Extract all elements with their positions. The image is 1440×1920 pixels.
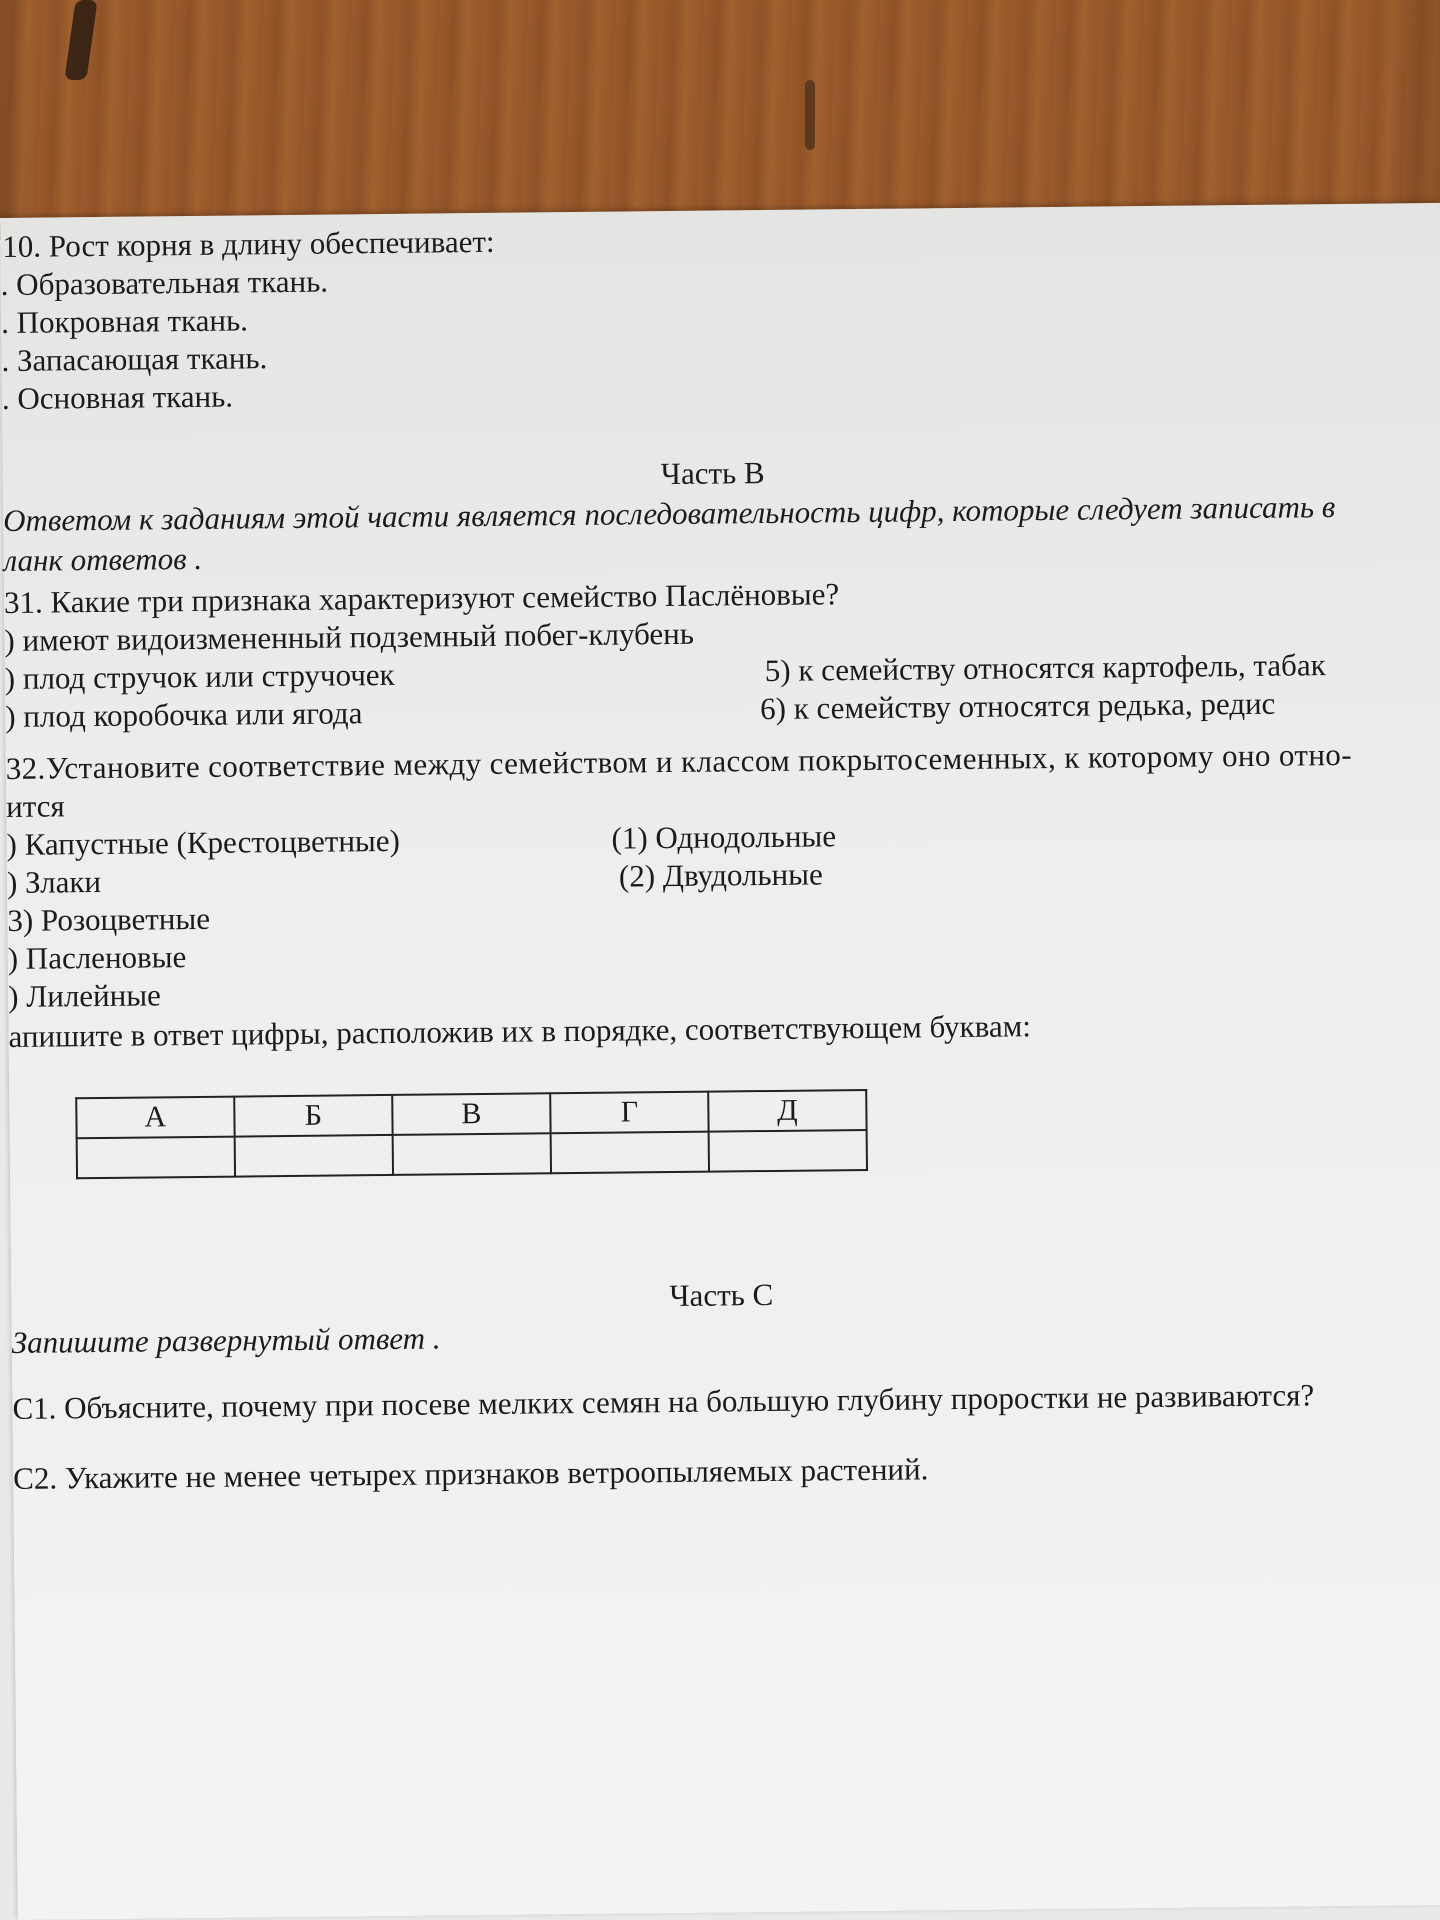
part-c-instruction: Запишите развернутый ответ . — [11, 1320, 441, 1360]
answer-table — [75, 1089, 868, 1179]
b2-stem-1: 32.Установите соответствие между семейством и классом покрытосеменных, к которому оно отно- — [5, 736, 1353, 786]
q10-stem: 10. Рост корня в длину обеспечивает: — [2, 223, 495, 264]
b2-family-a: ) Капустные (Крестоцветные) — [6, 822, 401, 862]
q10-option-1: . Образовательная ткань. — [0, 263, 329, 302]
wood-crack — [64, 0, 97, 80]
b2-family-g: ) Пасленовые — [7, 939, 187, 976]
b2-family-d: ) Лилейные — [7, 977, 162, 1014]
answer-header-g: Г — [550, 1092, 708, 1134]
b2-class-2: (2) Двудольные — [618, 856, 823, 894]
answer-header-d: Д — [708, 1090, 866, 1132]
worksheet-page — [0, 203, 1440, 1920]
answer-header-a: А — [76, 1097, 234, 1139]
b1-option-5: 5) к семейству относятся картофель, табак — [764, 647, 1326, 689]
b2-family-b: ) Злаки — [6, 863, 102, 900]
part-b-instruction-1: Ответом к заданиям этой части является последовательность цифр, которые следует записать в — [2, 489, 1336, 538]
q10-option-2: . Покровная ткань. — [0, 302, 249, 340]
q10-option-4: . Основная ткань. — [1, 378, 234, 416]
b2-class-1: (1) Однодольные — [611, 818, 837, 856]
part-b-instruction-2: ланк ответов . — [3, 540, 203, 578]
answer-cell-a[interactable] — [77, 1137, 235, 1179]
b1-option-6: 6) к семейству относятся редька, редис — [759, 685, 1276, 727]
answer-cell-b[interactable] — [235, 1135, 393, 1177]
b2-stem-2: ится — [5, 788, 65, 824]
c2-question: С2. Укажите не менее четырех признаков ветроопыляемых растений. — [13, 1451, 929, 1496]
b1-option-3: ) плод коробочка или ягода — [5, 695, 363, 734]
b1-option-2: ) плод стручок или стручочек — [4, 656, 395, 696]
c1-question: С1. Объясните, почему при посеве мелких семян на большую глубину проростки не развиваются? — [12, 1377, 1315, 1426]
wood-knot — [805, 80, 815, 150]
b1-option-1: ) имеют видоизмененный подземный побег-клубень — [4, 615, 695, 658]
part-c-title: Часть С — [669, 1276, 774, 1314]
answer-header-v: В — [392, 1093, 550, 1135]
part-b-title: Часть В — [660, 455, 765, 492]
q10-option-3: . Запасающая ткань. — [1, 340, 268, 378]
answer-header-b: Б — [234, 1095, 392, 1137]
b1-stem: 31. Какие три признака характеризуют семейство Паслёновые? — [3, 576, 840, 620]
wooden-table-background — [0, 0, 1440, 240]
answer-table-input-row — [77, 1130, 867, 1178]
answer-cell-v[interactable] — [393, 1133, 551, 1175]
answer-cell-d[interactable] — [709, 1130, 867, 1172]
b2-answer-prompt: апишите в ответ цифры, расположив их в порядке, соответствующем буквам: — [8, 1008, 1032, 1054]
answer-cell-g[interactable] — [551, 1132, 709, 1174]
b2-family-v: 3) Розоцветные — [7, 900, 211, 938]
